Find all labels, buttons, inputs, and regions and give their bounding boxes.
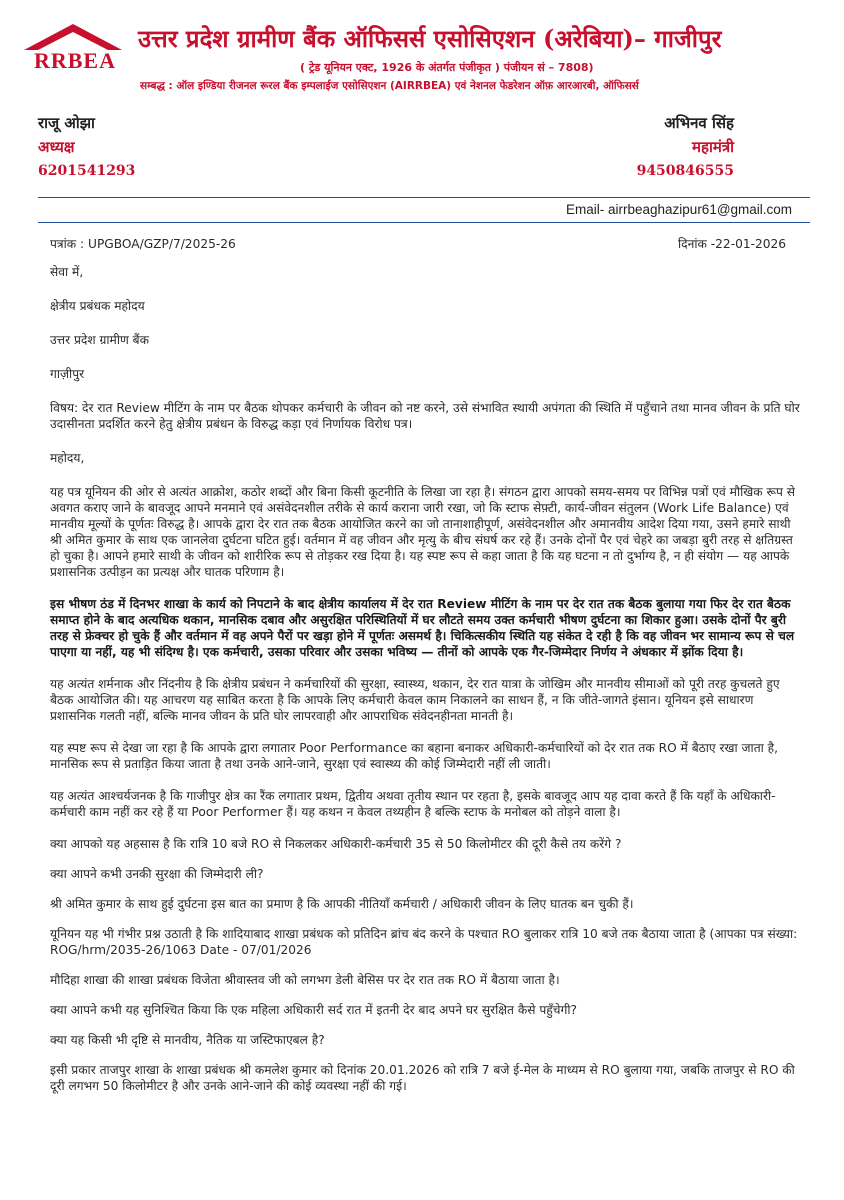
secretary-block bbox=[637, 113, 734, 179]
secretary-phone: 9450846555 bbox=[636, 163, 734, 179]
salutation-to: सेवा में, bbox=[50, 265, 84, 279]
paragraph-13: इसी प्रकार ताजपुर शाखा के शाखा प्रबंधक श्री कमलेश कुमार को दिनांक 20.01.2026 को रात्रि 7 बजे ई-मेल के माध्यम से RO बुलाया गया, जबकि ताजपुर से RO की दूरी लगभग 50 किलोमीटर है और उनके आने-जाने की कोई व्यवस्था नहीं की गई। bbox=[50, 1063, 795, 1093]
bottom-divider bbox=[38, 222, 810, 223]
rrbea-logo bbox=[18, 22, 128, 74]
letter-date: दिनांक -22-01-2026 bbox=[678, 237, 787, 251]
paragraph-7: क्या आपने कभी उनकी सुरक्षा की जिम्मेदारी ली? bbox=[50, 867, 264, 881]
paragraph-1: यह पत्र यूनियन की ओर से अत्यंत आक्रोश, कठोर शब्दों और बिना किसी कूटनीति के लिखा जा रहा है। संगठन द्वारा आपको समय-समय पर विभिन्न पत्रों एवं मौखिक रूप से अवगत कराए जाने के बावजूद आपने मनमाने एवं असंवेदनशील तरीके से कार्य कराना जारी रखा, जो कि स्टाफ सेफ़्टी, कार्य-जीवन संतुलन (Work Life Balance) एवं मानवीय मूल्यों के पूर्णतः विरुद्ध है। आपके द्वारा देर रात तक बैठक आयोजित करने का जो तानाशाहीपूर्ण, असंवेदनशील और अमानवीय आदेश दिया गया, उसने हमारे साथी श्री अमित कुमार के साथ एक जानलेवा दुर्घटना घटित हुई। वर्तमान में वह जीवन और मृत्यु के बीच संघर्ष कर रहे हैं। उनके दोनों पैर एवं चेहरे का जबड़ा बुरी तरह से क्षतिग्रस्त हो चुका है। आपने हमारे साथी के जीवन को शारीरिक रूप से तोड़कर रख दिया है। यह स्पष्ट रूप से कहा जाता है कि यह घटना न तो दुर्भाग्य है, न ही संयोग — यह आपके प्रशासनिक उत्पीड़न का प्रत्यक्ष और घातक परिणाम है। bbox=[50, 485, 795, 579]
greeting: महोदय, bbox=[50, 451, 85, 465]
top-divider bbox=[38, 197, 810, 198]
email-line: Email- airrbeaghazipur61@gmail.com bbox=[566, 202, 793, 217]
letter-body bbox=[50, 236, 800, 1094]
logo-text: RRBEA bbox=[33, 48, 116, 73]
paragraph-6: क्या आपको यह अहसास है कि रात्रि 10 बजे RO से निकलकर अधिकारी-कर्मचारी 35 से 50 किलोमीटर की दूरी कैसे तय करेंगे ? bbox=[50, 837, 622, 851]
org-name: उत्तर प्रदेश ग्रामीण बैंक ऑफिसर्स एसोसिएशन (अरेबिया)– गाजीपुर bbox=[138, 24, 722, 53]
secretary-name: अभिनव सिंह bbox=[664, 114, 734, 132]
paragraph-3: यह अत्यंत शर्मनाक और निंदनीय है कि क्षेत्रीय प्रबंधन ने कर्मचारियों की सुरक्षा, स्वास्थ्य, थकान, देर रात यात्रा के जोखिम और मानवीय सीमाओं को पूरी तरह कुचलते हुए बैठक आयोजित की। यह आचरण यह साबित करता है कि आपके लिए कर्मचारी केवल काम निकालने का साधन हैं, न कि जीते-जागते इंसान। यूनियन इसे साधारण प्रशासनिक गलती नहीं, बल्कि मानव जीवन के प्रति घोर लापरवाही और आपराधिक संवेदनहीनता मानती है। bbox=[50, 677, 780, 723]
paragraph-4: यह स्पष्ट रूप से देखा जा रहा है कि आपके द्वारा लगातार Poor Performance का बहाना बनाकर अधिकारी-कर्मचारियों को देर रात तक RO में बैठाए रखा जाता है, मानसिक रूप से प्रताड़ित किया जाता है तथा उनके आने-जाने, सुरक्षा एवं स्वास्थ्य की कोई जिम्मेदारी नहीं ली जाती। bbox=[50, 741, 779, 771]
paragraph-12: क्या यह किसी भी दृष्टि से मानवीय, नैतिक या जस्टिफाएबल है? bbox=[50, 1033, 325, 1047]
paragraph-2: इस भीषण ठंड में दिनभर शाखा के कार्य को निपटाने के बाद क्षेत्रीय कार्यालय में देर रात Review मीटिंग के नाम पर देर रात तक बैठक बुलाया गया फिर देर रात बैठक समाप्त होने के बाद अत्यधिक थकान, मानसिक दबाव और असुरक्षित परिस्थितियों में घर लौटते समय उक्त कर्मचारी भीषण दुर्घटना का शिकार हुआ। उसके दोनों पैर बुरी तरह से फ्रेक्चर हो चुके हैं और वर्तमान में वह अपने पैरों पर खड़ा होने में पूर्णतः असमर्थ है। चिकित्सकीय स्थिति यह संकेत दे रही है कि वह जीवन भर सामान्य रूप से चल पाएगा या नहीं, यह भी संदिग्ध है। एक कर्मचारी, उसका परिवार और उसका भविष्य — तीनों को आपके एक गैर-जिम्मेदार निर्णय ने अंधकार में झोंक दिया है। bbox=[50, 597, 795, 659]
paragraph-10: मौदिहा शाखा की शाखा प्रबंधक विजेता श्रीवास्तव जी को लगभग डेली बेसिस पर देर रात तक RO में बैठाया जाता है। bbox=[50, 973, 560, 987]
paragraph-5: यह अत्यंत आश्चर्यजनक है कि गाजीपुर क्षेत्र का रैंक लगातार प्रथम, द्वितीय अथवा तृतीय स्थान पर रहता है, इसके बावजूद आप यह दावा करते हैं कि यहाँ के अधिकारी-कर्मचारी काम नहीं कर रहे हैं या Poor Performer हैं। यह कथन न केवल तथ्यहीन है बल्कि स्टाफ के मनोबल को तोड़ने वाला है। bbox=[50, 789, 776, 819]
bank-name: उत्तर प्रदेश ग्रामीण बैंक bbox=[50, 333, 150, 347]
affiliation-line: सम्बद्ध : ऑल इण्डिया रीजनल रूरल बैंक इम्पलाईज एसोसिएशन (AIRRBEA) एवं नेशनल फेडरेशन ऑफ़ आरआरबी, ऑफिसर्स bbox=[140, 80, 639, 92]
city: गाज़ीपुर bbox=[50, 367, 85, 381]
paragraph-8: श्री अमित कुमार के साथ हुई दुर्घटना इस बात का प्रमाण है कि आपकी नीतियाँ कर्मचारी / अधिकारी जीवन के लिए घातक बन चुकी हैं। bbox=[50, 897, 634, 911]
secretary-title: महामंत्री bbox=[692, 138, 734, 156]
president-block bbox=[38, 113, 135, 179]
registration-line: ( ट्रेड यूनियन एक्ट, 1926 के अंतर्गत पंजीकृत ) पंजीयन सं – 7808) bbox=[300, 61, 594, 74]
paragraph-9: यूनियन यह भी गंभीर प्रश्न उठाती है कि शादियाबाद शाखा प्रबंधक को प्रतिदिन ब्रांच बंद करने के पश्चात RO बुलाकर रात्रि 10 बजे तक बैठाया जाता है (आपका पत्र संख्या: ROG/hrm/2035-26/1063 Date - 07/01/2026 bbox=[50, 927, 798, 957]
paragraph-11: क्या आपने कभी यह सुनिश्चित किया कि एक महिला अधिकारी सर्द रात में इतनी देर बाद अपने घर सुरक्षित कैसे पहुँचेगी? bbox=[50, 1003, 577, 1017]
reference-number: पत्रांक : UPGBOA/GZP/7/2025-26 bbox=[50, 237, 236, 251]
letterhead bbox=[0, 0, 844, 100]
addressee: क्षेत्रीय प्रबंधक महोदय bbox=[50, 299, 145, 313]
president-phone: 6201541293 bbox=[38, 163, 136, 179]
president-title: अध्यक्ष bbox=[38, 138, 75, 156]
subject: विषय: देर रात Review मीटिंग के नाम पर बैठक थोपकर कर्मचारी के जीवन को नष्ट करने, उसे संभावित स्थायी अपंगता की स्थिति में पहुँचाने तथा मानव जीवन के प्रति घोर उदासीनता प्रदर्शित करने हेतु क्षेत्रीय प्रबंधन के विरुद्ध कड़ा एवं निर्णायक विरोध पत्र। bbox=[50, 401, 800, 431]
president-name: राजू ओझा bbox=[38, 114, 95, 132]
reference-row bbox=[50, 236, 800, 254]
